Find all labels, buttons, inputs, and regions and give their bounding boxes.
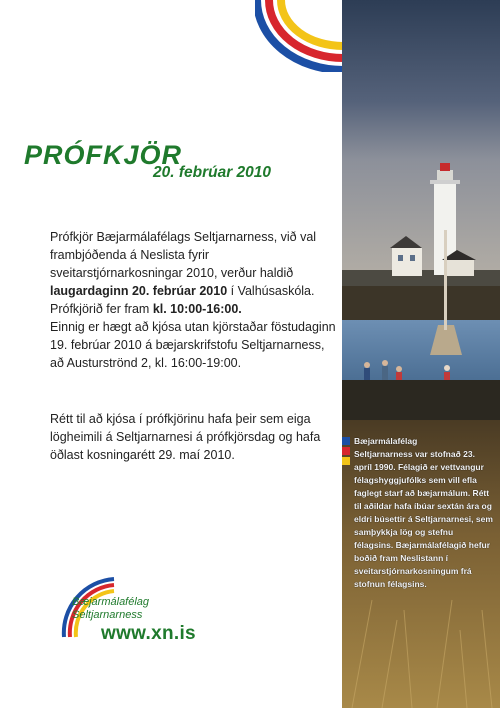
logo-line-2: Seltjarnarness <box>72 609 143 621</box>
website-link[interactable]: www.xn.is <box>101 623 196 644</box>
paragraph-1-text-b: í Valhúsaskóla. Prófkjörið fer fram <box>50 284 315 316</box>
paragraph-1-bold-time: kl. 10:00-16:00. <box>152 302 242 316</box>
blue-square-icon <box>342 437 350 445</box>
sidebar-info <box>350 435 495 591</box>
paragraph-1-bold-date: laugardaginn 20. febrúar 2010 <box>50 284 228 298</box>
logo-text <box>72 596 149 622</box>
lighthouse-photo <box>342 0 500 708</box>
yellow-square-icon <box>342 457 350 465</box>
page-title: PRÓFKJÖR <box>24 140 183 170</box>
sidebar-text: Seltjarnarness var stofnað 23. apríl 1990. Félagið er vettvangur félagshyggjufólks sem vill efla faglegt starf að bæjarmálum. Rétt til aðildar hafa íbúar sextán ára og eldri búsettir á Seltjarnarnesi, sem samþykkja lög og stefnu félagsins. Bæjarmálafélagið hefur boðið fram Neslistann í sveitarstjórnarkosningum frá stofnun félagsins. <box>354 449 493 589</box>
logo-line-1: Bæjarmálafélag <box>72 596 150 608</box>
page-date: 20. febrúar 2010 <box>153 164 272 181</box>
paragraph-absentee-voting: Einnig er hægt að kjósa utan kjörstaðar föstudaginn 19. febrúar 2010 á bæjarskrifstofu Seltjarnarness, að Austurströnd 2, kl. 16:00-19:00. <box>50 320 336 370</box>
paragraph-1-text-a: Prófkjör Bæjarmálafélags Seltjarnarness, við val frambjóðenda á Neslista fyrir sveitarstjórnarkosningar 2010, verður haldið <box>50 230 317 280</box>
top-arcs-graphic <box>255 0 345 72</box>
paragraph-eligibility: Rétt til að kjósa í prófkjörinu hafa þeir sem eiga lögheimili á Seltjarnarnesi á prófkjörsdag og hafa öðlast kosningarétt 29. maí 2010. <box>50 412 321 462</box>
paragraph-primary-info <box>50 228 340 318</box>
sidebar-title: Bæjarmálafélag <box>354 436 418 446</box>
red-square-icon <box>342 447 350 455</box>
